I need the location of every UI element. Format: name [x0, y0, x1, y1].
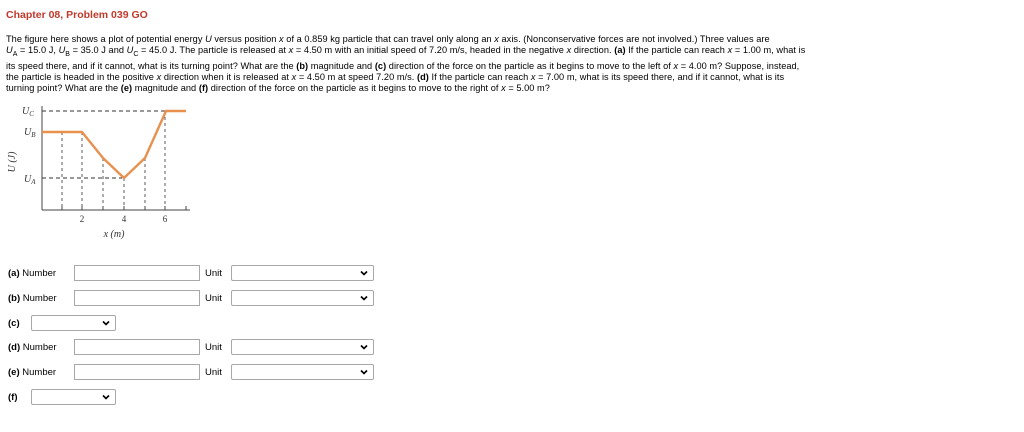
- problem-title: Chapter 08, Problem 039 GO: [6, 9, 148, 21]
- chevron-down-icon: [101, 392, 111, 402]
- answer-d-unit-select[interactable]: [231, 339, 374, 355]
- unit-label: Unit: [205, 268, 222, 279]
- answer-b-unit-select[interactable]: [231, 290, 374, 306]
- problem-line-3: its speed there, and if it cannot, what is its turning point? What are the (b) magnitude and (c) direction of the force on the particle as it begins to move to the left of x = 4.00 m? Suppose, instead,: [6, 60, 800, 71]
- unit-label: Unit: [205, 367, 222, 378]
- chevron-down-icon: [359, 367, 369, 377]
- answer-e-number-input[interactable]: [74, 364, 200, 380]
- chevron-down-icon: [359, 342, 369, 352]
- problem-line-5: turning point? What are the (e) magnitude and (f) direction of the force on the particle as it begins to move to the right of x = 5.00 m?: [6, 83, 550, 94]
- x-tick-label: 4: [121, 214, 127, 224]
- answer-e-unit-select[interactable]: [231, 364, 374, 380]
- answer-a-number-input[interactable]: [74, 265, 200, 281]
- potential-energy-figure: [0, 102, 200, 247]
- potential-energy-curve: [42, 111, 186, 178]
- answer-b-number-input[interactable]: [74, 290, 200, 306]
- level-label-ub: $U_B$: [24, 127, 36, 139]
- chevron-down-icon: [359, 293, 369, 303]
- answer-f-direction-select[interactable]: [31, 389, 116, 405]
- answer-a-unit-select[interactable]: [231, 265, 374, 281]
- unit-label: Unit: [205, 293, 222, 304]
- level-label-ua: $U_A$: [24, 174, 36, 186]
- figure-xlabel: x (m): [103, 229, 125, 240]
- answer-c-direction-select[interactable]: [31, 315, 116, 331]
- x-tick-label: 2: [79, 214, 85, 224]
- level-label-uc: $U_C$: [22, 106, 34, 118]
- problem-line-2: $U_A = 15.0$ J, $U_B = 35.0$ J and $U_C = 45.0$ J. The particle is released at x = 4.50 m with an initial speed of 7.20 m/s, headed in the negative x direction. (a) If the particle can reach x = 1.00 m, what is: [6, 45, 806, 59]
- problem-statement: [6, 34, 1018, 95]
- figure-ylabel: U (J): [7, 151, 18, 173]
- x-tick-label: 6: [162, 214, 168, 224]
- problem-line-4: the particle is headed in the positive x direction when it is released at x = 4.50 m at speed 7.20 m/s. (d) If the particle can reach x = 7.00 m, what is its speed there, and if it cannot, what is its: [6, 72, 785, 83]
- unit-label: Unit: [205, 342, 222, 353]
- chevron-down-icon: [359, 268, 369, 278]
- problem-line-1: The figure here shows a plot of potential energy U versus position x of a 0.859 kg particle that can travel only along an x axis. (Nonconservative forces are not involved.) Three values are: [6, 34, 770, 44]
- chevron-down-icon: [101, 318, 111, 328]
- x-axis-ticks: [62, 206, 186, 210]
- answer-d-number-input[interactable]: [74, 339, 200, 355]
